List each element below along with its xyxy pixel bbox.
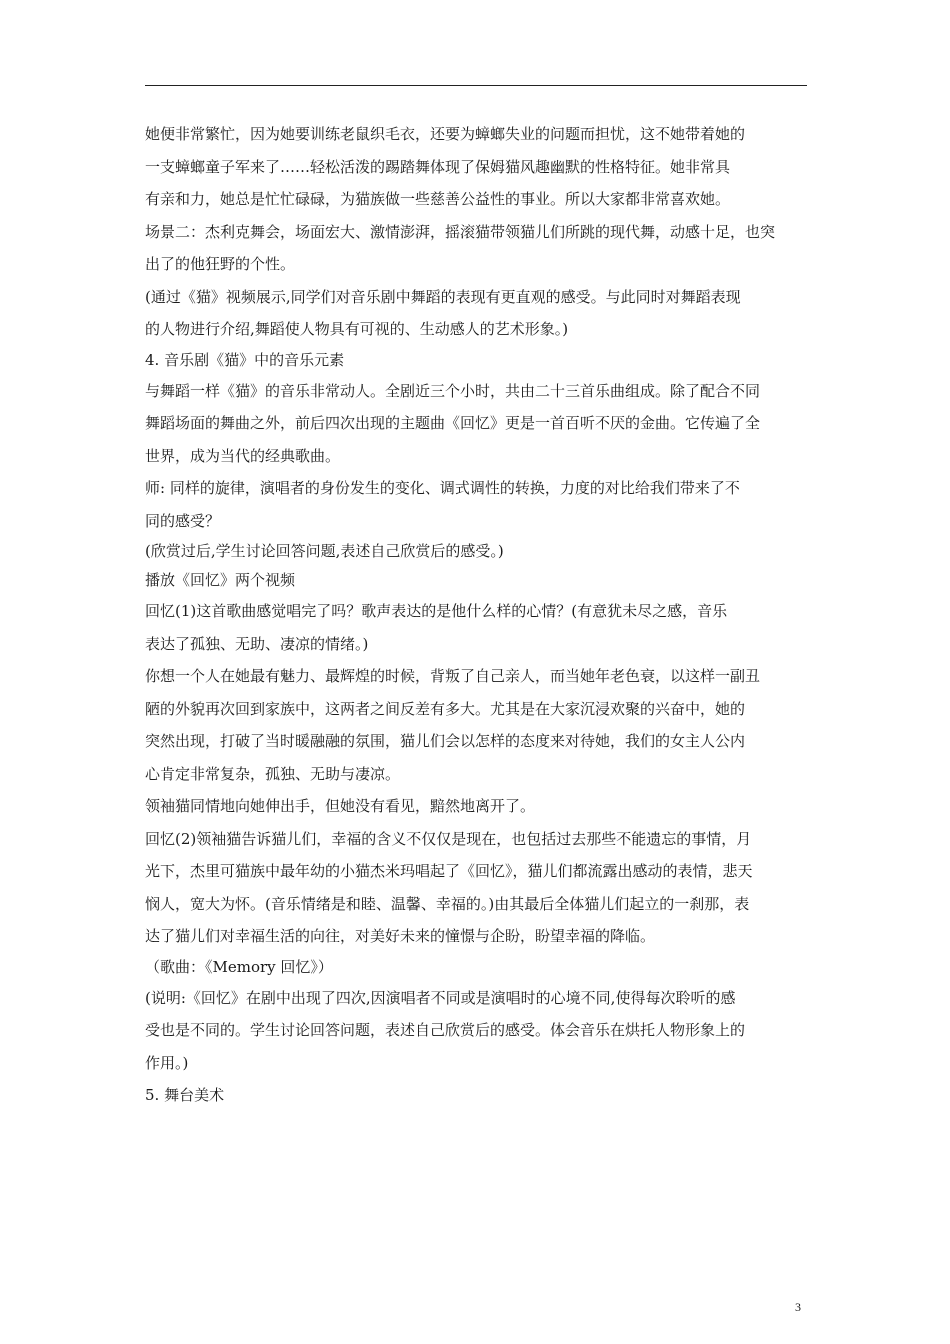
text-line: 世界，成为当代的经典歌曲。 <box>145 446 341 465</box>
text-line: 表达了孤独、无助、凄凉的情绪。) <box>145 634 369 653</box>
text-line: 达了猫儿们对幸福生活的向往，对美好未来的憧憬与企盼，盼望幸福的降临。 <box>145 927 656 945</box>
section-heading: 5. 舞台美术 <box>145 1086 225 1104</box>
text-line: 师: 同样的旋律，演唱者的身份发生的变化、调式调性的转换，力度的对比给我们带来了不 <box>145 479 740 497</box>
text-line: （歌曲：《Memory 回忆》） <box>145 957 333 976</box>
text-line: 心肯定非常复杂，孤独、无助与凄凉。 <box>145 764 401 783</box>
text-line: 舞蹈场面的舞曲之外，前后四次出现的主题曲《回忆》更是一首百听不厌的金曲。它传遍了全 <box>145 414 761 432</box>
header-rule <box>145 85 807 86</box>
text-line: 与舞蹈一样《猫》的音乐非常动人。全剧近三个小时，共由二十三首乐曲组成。除了配合不同 <box>145 381 761 400</box>
section-heading: 4. 音乐剧《猫》中的音乐元素 <box>145 350 345 369</box>
text-line: 突然出现，打破了当时暖融融的氛围，猫儿们会以怎样的态度来对待她，我们的女主人公内 <box>145 732 746 750</box>
text-line: 悯人，宽大为怀。(音乐情绪是和睦、温馨、幸福的。)由其最后全体猫儿们起立的一刹那，表 <box>145 894 750 913</box>
text-line: 同的感受？ <box>145 511 221 530</box>
text-line: (说明:《回忆》在剧中出现了四次,因演唱者不同或是演唱时的心境不同,使得每次聆听的感 <box>145 988 736 1007</box>
text-line: 播放《回忆》两个视频 <box>145 571 296 589</box>
text-line: 一支蟑螂童子军来了……轻松活泼的踢踏舞体现了保姆猫风趣幽默的性格特征。她非常具 <box>145 157 731 176</box>
text-line: 场景二：杰利克舞会，场面宏大、激情澎湃，摇滚猫带领猫儿们所跳的现代舞，动感十足，也突 <box>145 222 776 241</box>
text-line: 回忆(1)这首歌曲感觉唱完了吗？歌声表达的是他什么样的心情？(有意犹未尽之感，音乐 <box>145 602 728 620</box>
document-body <box>145 118 807 1112</box>
text-line: 出了的他狂野的个性。 <box>145 255 296 273</box>
text-line: 她便非常繁忙，因为她要训练老鼠织毛衣，还要为蟑螂失业的问题而担忧，这不她带着她的 <box>145 125 746 143</box>
text-line: (通过《猫》视频展示,同学们对音乐剧中舞蹈的表现有更直观的感受。与此同时对舞蹈表现 <box>145 287 741 306</box>
text-line: 有亲和力，她总是忙忙碌碌，为猫族做一些慈善公益性的事业。所以大家都非常喜欢她。 <box>145 190 731 208</box>
text-line: (欣赏过后,学生讨论回答问题,表述自己欣赏后的感受。) <box>145 542 504 560</box>
text-line: 作用。) <box>145 1053 189 1072</box>
text-line: 光下，杰里可猫族中最年幼的小猫杰米玛唱起了《回忆》，猫儿们都流露出感动的表情，悲天 <box>145 862 753 880</box>
text-line: 的人物进行介绍,舞蹈使人物具有可视的、生动感人的艺术形象。) <box>145 320 569 338</box>
text-line: 领袖猫同情地向她伸出手，但她没有看见，黯然地离开了。 <box>145 797 536 815</box>
text-line: 受也是不同的。学生讨论回答问题，表述自己欣赏后的感受。体会音乐在烘托人物形象上的 <box>145 1021 746 1039</box>
text-line: 回忆(2)领袖猫告诉猫儿们，幸福的含义不仅仅是现在，也包括过去那些不能遗忘的事情，月 <box>145 829 752 848</box>
text-line: 你想一个人在她最有魅力、最辉煌的时候，背叛了自己亲人，而当她年老色衰，以这样一副丑 <box>145 667 761 685</box>
page-number: 3 <box>795 1300 801 1314</box>
text-line: 陋的外貌再次回到家族中，这两者之间反差有多大。尤其是在大家沉浸欢聚的兴奋中，她的 <box>145 699 746 718</box>
